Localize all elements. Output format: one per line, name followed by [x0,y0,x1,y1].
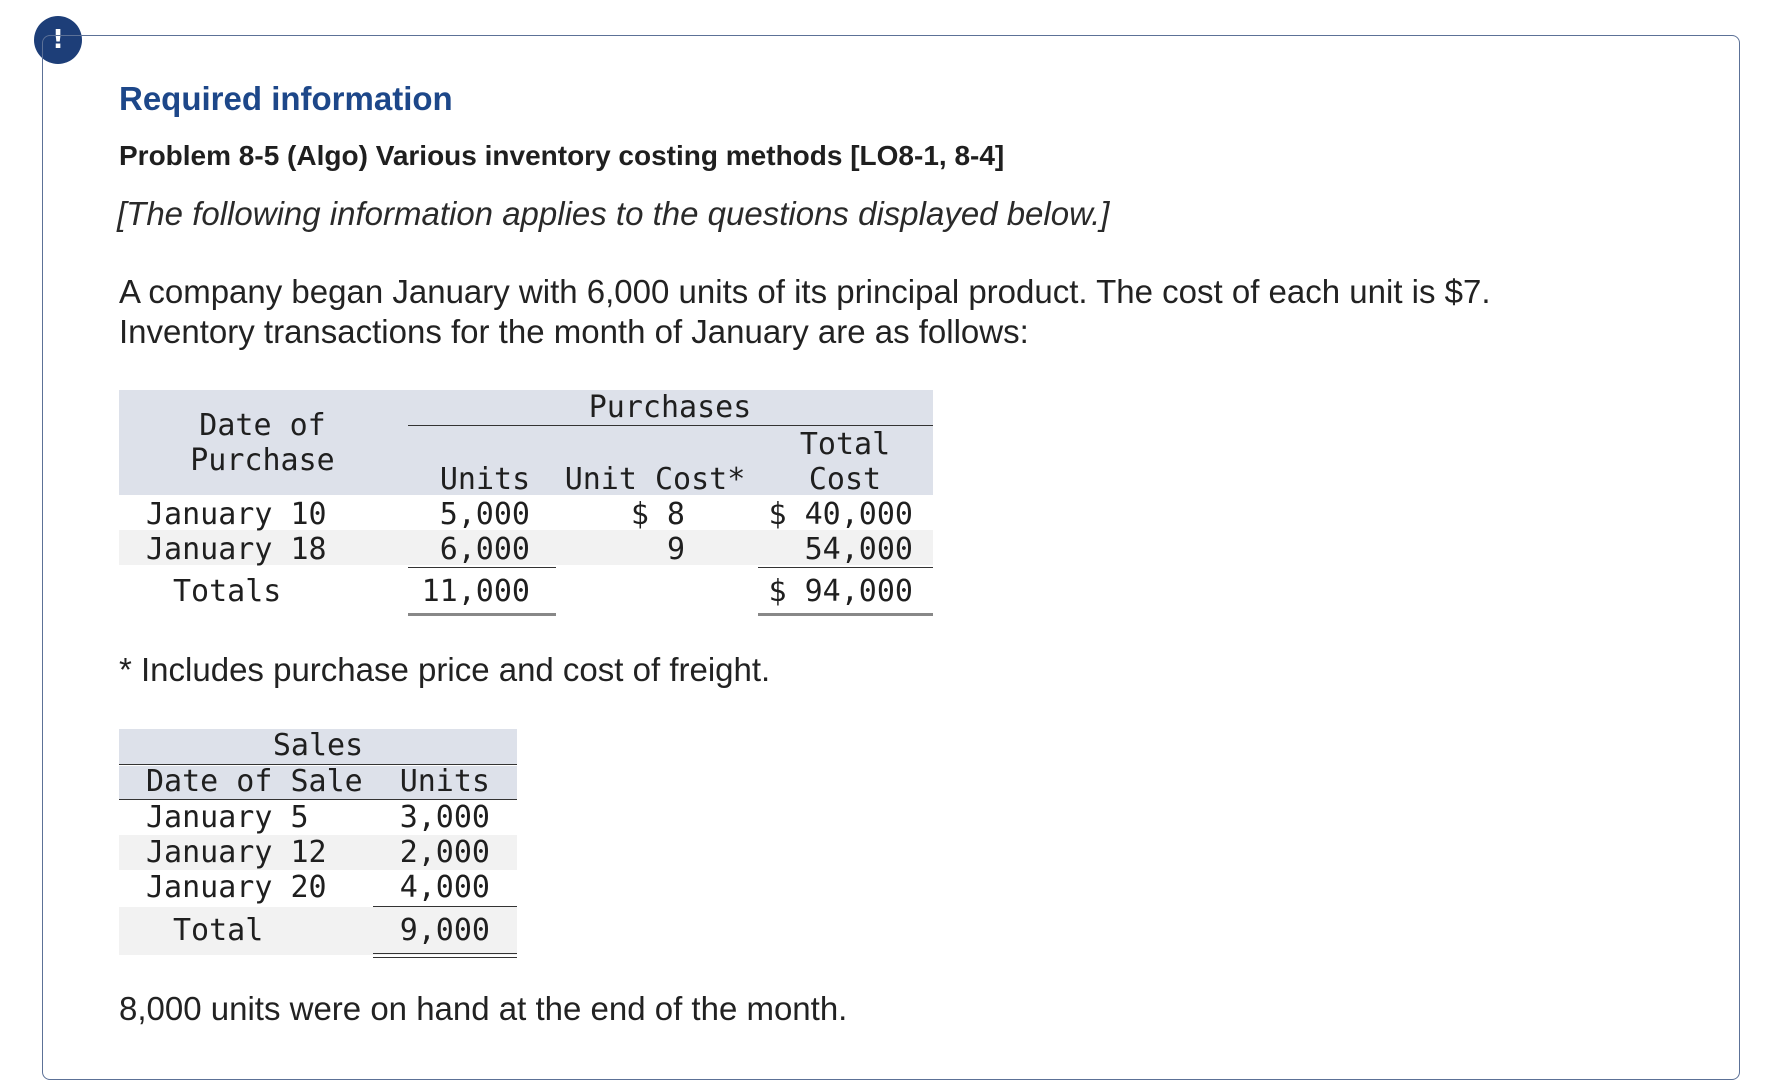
sale-row-1-units: 3,000 [399,800,490,835]
sale-row-2-date: January 12 [146,835,327,870]
sales-total-units: 9,000 [399,913,490,948]
sales-group-header: Sales [272,728,364,763]
intro-paragraph [119,272,1491,352]
purchase-row-2-units: 6,000 [439,532,530,567]
exclamation-icon: ! [52,25,64,55]
sale-row-3-date: January 20 [146,870,327,905]
purchases-totals-cost: $ 94,000 [768,574,913,609]
purchases-header-rule [408,425,933,426]
purchase-row-2-total: 54,000 [804,532,913,567]
units-total-double-rule [408,613,556,616]
purchase-row-1-total: $ 40,000 [768,497,913,532]
col-total-line1: Total [799,427,891,462]
sales-col-date: Date of Sale [146,764,363,799]
purchase-row-1-date: January 10 [146,497,327,532]
col-date-line1: Date of [199,408,326,443]
col-total-line2: Cost [808,462,882,497]
total-subtotal-rule [758,567,933,568]
purchases-group-header: Purchases [588,390,752,425]
purchase-row-2-date: January 18 [146,532,327,567]
sales-subtotal-rule [373,906,517,907]
units-subtotal-rule [408,567,556,568]
sale-row-2-units: 2,000 [399,835,490,870]
problem-title: Problem 8-5 (Algo) Various inventory costing methods [LO8-1, 8-4] [119,140,1005,171]
purchase-row-1-unit-cost: $ 8 [630,497,685,532]
sales-total-double-rule-2 [373,957,517,958]
col-date-line2: Purchase [190,443,335,478]
purchases-totals-label: Totals [173,574,282,609]
intro-line-1: A company began January with 6,000 units of its principal product. The cost of each unit is $7. [119,273,1491,310]
sales-total-label: Total [173,913,264,948]
applies-note: [The following information applies to the questions displayed below.] [117,195,1110,232]
sales-col-units: Units [399,764,490,799]
sale-row-3-units: 4,000 [399,870,490,905]
ending-inventory-note: 8,000 units were on hand at the end of the month. [119,990,848,1027]
purchase-row-1-units: 5,000 [439,497,530,532]
col-units: Units [439,462,531,497]
sale-row-1-date: January 5 [146,800,309,835]
sales-total-double-rule-1 [373,953,517,954]
footnote: * Includes purchase price and cost of freight. [119,651,771,688]
required-info-heading: Required information [119,80,453,117]
col-unit-cost: Unit Cost* [564,462,746,497]
purchases-totals-units: 11,000 [421,574,530,609]
intro-line-2: Inventory transactions for the month of January are as follows: [119,313,1029,350]
cost-total-double-rule [758,613,933,616]
purchase-row-2-unit-cost: 9 [666,532,685,567]
